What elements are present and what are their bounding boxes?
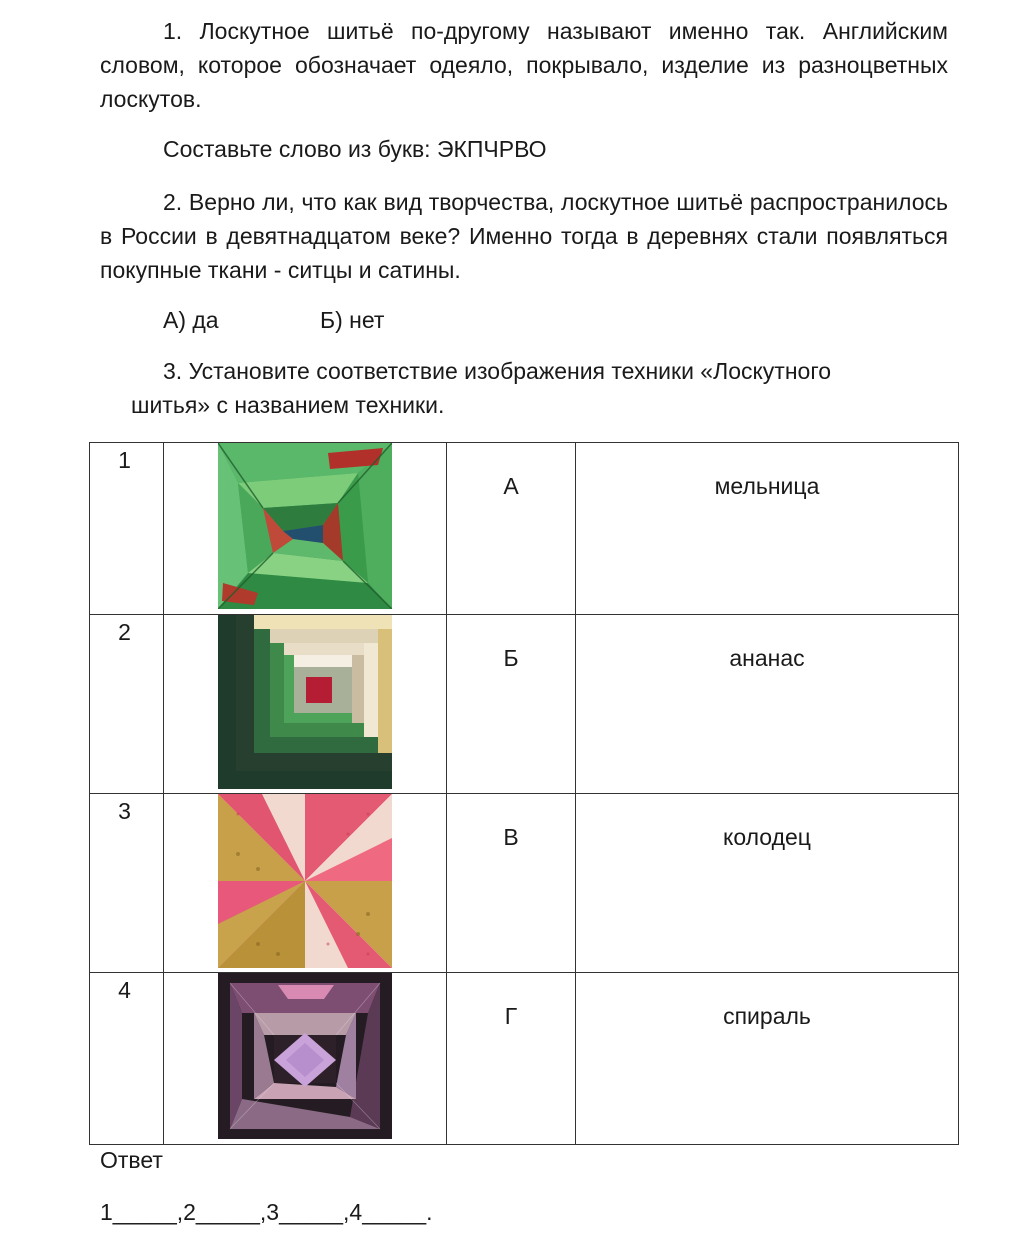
question-1-task: Составьте слово из букв: ЭКПЧРВО (163, 136, 547, 162)
answer-label: Ответ (100, 1147, 163, 1173)
technique-name: ананас (576, 615, 959, 794)
question-3-line-2: шитья» с названием техники. (131, 392, 445, 418)
row-number: 1 (90, 443, 164, 615)
question-3-line-1: 3. Установите соответствие изображения техники «Лоскутного (163, 358, 832, 384)
table-row (90, 973, 959, 1145)
answer-line: 1_____,2_____,3_____,4_____. (100, 1199, 433, 1225)
pineapple-patchwork-image (164, 973, 447, 1145)
question-2-text: 2. Верно ли, что как вид творчества, лоскутное шитьё распространилось в России в девятнадцатом веке? Именно тогда в деревнях стали появляться покупные ткани - ситцы и сатины. (100, 189, 948, 283)
option-a: А) да (163, 307, 219, 333)
well-patchwork-image (164, 615, 447, 794)
question-1-text: 1. Лоскутное шитьё по-другому называют именно так. Английским словом, которое обозначает одеяло, покрывало, изделие из разноцветных лоскутов. (100, 18, 948, 112)
mill-patchwork-image (164, 794, 447, 973)
option-letter: Г (447, 973, 576, 1145)
option-letter: Б (447, 615, 576, 794)
table-row (90, 443, 959, 615)
technique-name: спираль (576, 973, 959, 1145)
option-letter: В (447, 794, 576, 973)
row-number: 3 (90, 794, 164, 973)
matching-table (89, 442, 959, 1145)
table-row (90, 794, 959, 973)
option-letter: А (447, 443, 576, 615)
table-row (90, 615, 959, 794)
row-number: 4 (90, 973, 164, 1145)
technique-name: мельница (576, 443, 959, 615)
row-number: 2 (90, 615, 164, 794)
spiral-patchwork-image (164, 443, 447, 615)
technique-name: колодец (576, 794, 959, 973)
option-b: Б) нет (320, 307, 385, 333)
